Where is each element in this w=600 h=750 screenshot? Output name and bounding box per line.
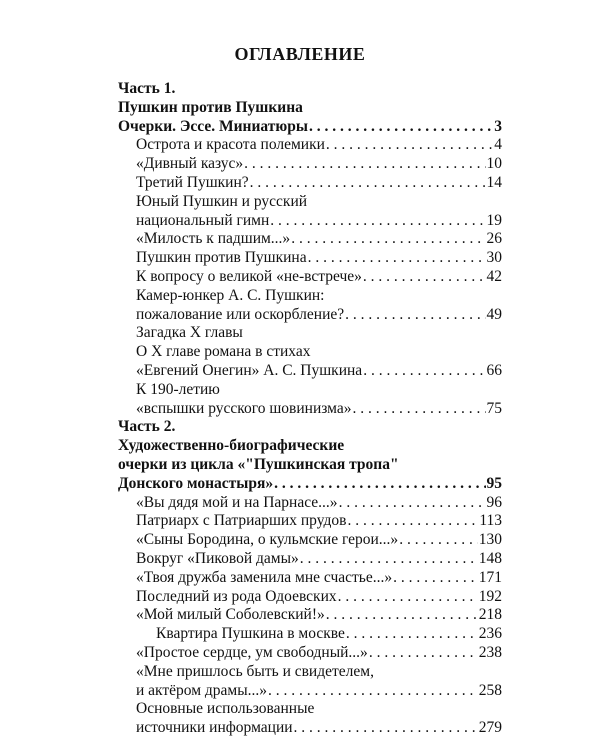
- dot-leader: [250, 174, 486, 193]
- page-number: 75: [486, 399, 502, 417]
- dot-leader: [308, 249, 486, 268]
- toc-entry: [118, 287, 502, 306]
- toc-entry-text: К 190-летию: [136, 380, 220, 398]
- part2-heading-line-2: очерки из цикла «"Пушкинская тропа": [118, 455, 399, 473]
- toc-entry-text: пожалование или оскорбление?: [136, 305, 345, 323]
- page-number: 66: [486, 361, 502, 379]
- page-number: 171: [478, 568, 502, 586]
- dot-leader: [309, 118, 493, 137]
- toc-entry-text: «Вы дядя мой и на Парнасе...»: [136, 493, 338, 511]
- toc-entry[interactable]: [118, 249, 502, 268]
- part1-subtitle: Пушкин против Пушкина: [118, 98, 303, 116]
- part2-heading-last-line[interactable]: [118, 475, 502, 494]
- toc-entry[interactable]: [118, 136, 502, 155]
- page-number: 192: [478, 587, 502, 605]
- toc-entry[interactable]: [118, 512, 502, 531]
- dot-leader: [399, 531, 478, 550]
- page-number: 19: [486, 211, 502, 229]
- toc-entry-text: Острота и красота полемики: [136, 136, 325, 154]
- part2-heading-line: [118, 456, 502, 475]
- toc-entry[interactable]: [118, 400, 502, 419]
- dot-leader: [347, 512, 478, 531]
- part1-heading-line[interactable]: [118, 118, 502, 137]
- toc-entry-text: Основные использованные: [136, 700, 315, 718]
- toc-entry: [118, 381, 502, 400]
- page-number: 258: [478, 681, 502, 699]
- page-number: 42: [486, 267, 502, 285]
- toc-entry-text: О X главе романа в стихах: [136, 343, 311, 361]
- toc-entry[interactable]: [118, 588, 502, 607]
- toc-entry: [118, 193, 502, 212]
- toc-entry-text: Патриарх с Патриарших прудов: [136, 512, 347, 530]
- page-number: 236: [478, 625, 502, 643]
- toc-entry[interactable]: [118, 550, 502, 569]
- toc-entry-text: «Мой милый Соболевский!»: [136, 606, 325, 624]
- part1-label: Часть 1.: [118, 80, 176, 97]
- toc-entry-text: К вопросу о великой «не-встрече»: [136, 267, 362, 285]
- page-number: 96: [486, 493, 502, 511]
- dot-leader: [326, 136, 493, 155]
- page-number: 113: [479, 512, 502, 530]
- toc-entry[interactable]: [118, 569, 502, 588]
- dot-leader: [300, 550, 478, 569]
- toc-entry-text: и актёром драмы...»: [136, 681, 268, 699]
- toc-entry[interactable]: [118, 644, 502, 663]
- dot-leader: [339, 494, 486, 513]
- toc-entry-text: «Простое сердце, ум свободный...»: [136, 643, 368, 661]
- toc-entry[interactable]: [118, 230, 502, 249]
- toc-entry-text: «Сыны Бородина, о кульмские герои...»: [136, 531, 399, 549]
- page-number: 238: [478, 643, 502, 661]
- toc-entry[interactable]: [118, 174, 502, 193]
- part2-heading-line-1: Художественно-биографические: [118, 437, 345, 455]
- toc-entry-text: «Дивный казус»: [136, 155, 244, 173]
- page-number: 26: [486, 230, 502, 248]
- page-number: 10: [486, 155, 502, 173]
- part2-heading-last: Донского монастыря»: [118, 474, 274, 492]
- toc-entry-text: Последний из рода Одоевских: [136, 587, 337, 605]
- part2-label: Часть 2.: [118, 418, 176, 436]
- toc-entry[interactable]: [118, 155, 502, 174]
- part2-label-line: [118, 418, 502, 437]
- toc-entry-text: «вспышки русского шовинизма»: [136, 399, 352, 417]
- toc-entry[interactable]: [118, 362, 502, 381]
- page-number: 130: [478, 531, 502, 549]
- toc-entry[interactable]: [118, 306, 502, 325]
- toc-entry[interactable]: [118, 625, 502, 644]
- dot-leader: [363, 268, 486, 287]
- part1-subtitle-line: [118, 99, 502, 118]
- dot-leader: [345, 306, 485, 325]
- page-number: 30: [486, 249, 502, 267]
- dot-leader: [352, 400, 485, 419]
- dot-leader: [294, 719, 478, 738]
- toc-entry-text: Пушкин против Пушкина: [136, 249, 307, 267]
- page-number: 14: [486, 173, 502, 191]
- toc-entry[interactable]: [118, 212, 502, 231]
- page-title: ОГЛАВЛЕНИЕ: [234, 44, 366, 64]
- part1-heading: Очерки. Эссе. Миниатюры: [118, 117, 308, 135]
- dot-leader: [326, 606, 478, 625]
- toc-entry[interactable]: [118, 531, 502, 550]
- toc-entry-text: национальный гимн: [136, 211, 270, 229]
- dot-leader: [363, 362, 485, 381]
- toc-entry-text: Юный Пушкин и русский: [136, 192, 308, 210]
- toc-entry: [118, 700, 502, 719]
- toc-entry-text: Загадка X главы: [136, 324, 243, 342]
- page-number: 279: [478, 719, 502, 737]
- toc-entry-text: «Твоя дружба заменила мне счастье...»: [136, 568, 393, 586]
- toc-entry-text: «Евгений Онегин» А. С. Пушкина: [136, 361, 363, 379]
- toc-entry-text: Камер-юнкер А. С. Пушкин:: [136, 286, 325, 304]
- dot-leader: [393, 569, 478, 588]
- part2-entries: [118, 494, 502, 738]
- dot-leader: [369, 644, 478, 663]
- toc-entry[interactable]: [118, 682, 502, 701]
- dot-leader: [274, 475, 485, 494]
- toc-entry: [118, 343, 502, 362]
- part2-heading-line: [118, 437, 502, 456]
- page-number: 95: [486, 474, 502, 492]
- toc-entry[interactable]: [118, 606, 502, 625]
- page-number: 218: [478, 606, 502, 624]
- toc-entry-text: Третий Пушкин?: [136, 173, 249, 191]
- toc-entry[interactable]: [118, 494, 502, 513]
- page-number: 4: [494, 136, 502, 154]
- table-of-contents: [118, 80, 502, 738]
- toc-entry-text: Квартира Пушкина в москве: [156, 625, 345, 643]
- dot-leader: [338, 588, 478, 607]
- toc-entry-text: Вокруг «Пиковой дамы»: [136, 549, 299, 567]
- toc-entry-text: источники информации: [136, 719, 293, 737]
- toc-entry: [118, 663, 502, 682]
- dot-leader: [244, 155, 485, 174]
- toc-entry[interactable]: [118, 268, 502, 287]
- toc-entry[interactable]: [118, 719, 502, 738]
- toc-entry-text: «Милость к падшим...»: [136, 230, 291, 248]
- page-number: 148: [478, 549, 502, 567]
- toc-entry: [118, 324, 502, 343]
- page-number: 49: [486, 305, 502, 323]
- dot-leader: [291, 230, 485, 249]
- dot-leader: [270, 212, 485, 231]
- toc-entry-text: «Мне пришлось быть и свидетелем,: [136, 662, 374, 680]
- part1-entries: [118, 136, 502, 418]
- page-number: 3: [494, 117, 502, 135]
- dot-leader: [268, 682, 478, 701]
- dot-leader: [346, 625, 478, 644]
- part1-label-line: [118, 80, 502, 99]
